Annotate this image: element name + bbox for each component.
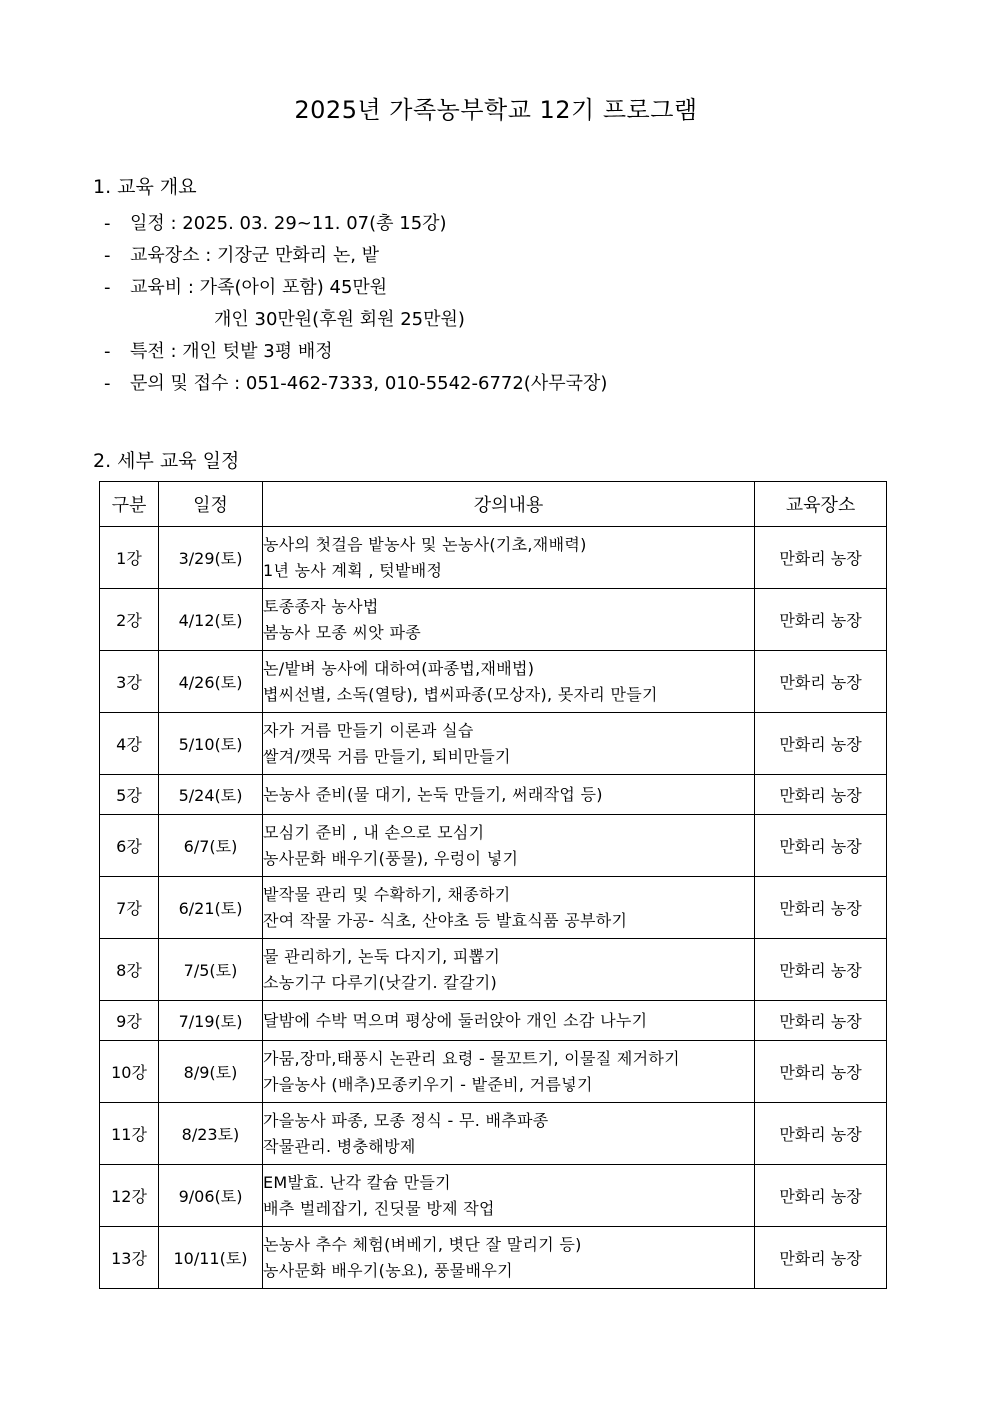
content-line-1: 논농사 준비(물 대기, 논둑 만들기, 써래작업 등) <box>263 784 603 804</box>
session-cell: 13강 <box>100 1227 159 1289</box>
content-line-1: 토종종자 농사법 <box>263 596 379 616</box>
date-cell: 7/5(토) <box>159 939 263 1001</box>
session-cell: 5강 <box>100 775 159 815</box>
overview-item-fee-individual <box>104 304 607 336</box>
bullet-dash: - <box>104 213 111 234</box>
bullet-dash: - <box>104 341 111 362</box>
content-line-2: 1년 농사 계획 , 텃밭배정 <box>263 560 443 580</box>
session-cell: 6강 <box>100 815 159 877</box>
bullet-dash: - <box>104 277 111 298</box>
overview-item-text: 일정 : 2025. 03. 29~11. 07(총 15강) <box>130 213 447 234</box>
date-cell: 5/10(토) <box>159 713 263 775</box>
session-cell: 11강 <box>100 1103 159 1165</box>
bullet-dash: - <box>104 373 111 394</box>
date-cell: 5/24(토) <box>159 775 263 815</box>
page-title: 2025년 가족농부학교 12기 프로그램 <box>294 96 698 124</box>
content-line-2: 볍씨선별, 소독(열탕), 볍씨파종(모상자), 못자리 만들기 <box>263 684 658 704</box>
session-cell: 7강 <box>100 877 159 939</box>
content-cell <box>263 713 755 775</box>
place-cell: 만화리 농장 <box>755 815 887 877</box>
overview-list <box>104 208 607 400</box>
content-line-1: 물 관리하기, 논둑 다지기, 피뽑기 <box>263 946 501 966</box>
column-header-place: 교육장소 <box>755 482 887 527</box>
content-line-1: 밭작물 관리 및 수확하기, 채종하기 <box>263 884 511 904</box>
session-cell: 9강 <box>100 1001 159 1041</box>
table-row <box>100 1041 887 1103</box>
content-cell <box>263 939 755 1001</box>
date-cell: 4/12(토) <box>159 589 263 651</box>
date-cell: 10/11(토) <box>159 1227 263 1289</box>
place-cell: 만화리 농장 <box>755 713 887 775</box>
content-line-2: 농사문화 배우기(풍물), 우렁이 넣기 <box>263 848 519 868</box>
column-header-date: 일정 <box>159 482 263 527</box>
place-cell: 만화리 농장 <box>755 527 887 589</box>
table-row <box>100 1165 887 1227</box>
date-cell: 3/29(토) <box>159 527 263 589</box>
date-cell: 8/9(토) <box>159 1041 263 1103</box>
content-cell <box>263 527 755 589</box>
content-line-1: EM발효. 난각 칼슘 만들기 <box>263 1172 451 1192</box>
overview-item-contact <box>104 368 607 400</box>
content-line-1: 달밤에 수박 먹으며 평상에 둘러앉아 개인 소감 나누기 <box>263 1010 648 1030</box>
date-cell: 6/7(토) <box>159 815 263 877</box>
content-cell <box>263 775 755 815</box>
overview-item-fee <box>104 272 607 304</box>
date-cell: 4/26(토) <box>159 651 263 713</box>
content-line-1: 가뭄,장마,태풍시 논관리 요령 - 물꼬트기, 이물질 제거하기 <box>263 1048 680 1068</box>
session-cell: 2강 <box>100 589 159 651</box>
date-cell: 7/19(토) <box>159 1001 263 1041</box>
table-row <box>100 713 887 775</box>
date-cell: 6/21(토) <box>159 877 263 939</box>
table-header-row <box>100 482 887 527</box>
content-cell <box>263 1103 755 1165</box>
table-row <box>100 1227 887 1289</box>
content-line-2: 소농기구 다루기(낫갈기. 칼갈기) <box>263 972 498 992</box>
session-cell: 8강 <box>100 939 159 1001</box>
content-cell <box>263 1165 755 1227</box>
content-line-1: 논/밭벼 농사에 대하여(파종법,재배법) <box>263 658 535 678</box>
column-header-content: 강의내용 <box>263 482 755 527</box>
content-line-2: 농사문화 배우기(농요), 풍물배우기 <box>263 1260 513 1280</box>
content-line-2: 작물관리. 병충해방제 <box>263 1136 416 1156</box>
overview-item-text: 교육장소 : 기장군 만화리 논, 밭 <box>130 245 380 266</box>
table-row <box>100 589 887 651</box>
place-cell: 만화리 농장 <box>755 775 887 815</box>
date-cell: 9/06(토) <box>159 1165 263 1227</box>
table-row <box>100 775 887 815</box>
table-row <box>100 815 887 877</box>
table-row <box>100 877 887 939</box>
content-cell <box>263 1227 755 1289</box>
overview-item-location <box>104 240 607 272</box>
table-row <box>100 1001 887 1041</box>
table-body <box>100 527 887 1289</box>
place-cell: 만화리 농장 <box>755 1103 887 1165</box>
content-line-2: 쌀겨/깻묵 거름 만들기, 퇴비만들기 <box>263 746 511 766</box>
schedule-table <box>99 481 887 1289</box>
content-cell <box>263 1041 755 1103</box>
place-cell: 만화리 농장 <box>755 651 887 713</box>
column-header-session: 구분 <box>100 482 159 527</box>
content-cell <box>263 589 755 651</box>
place-cell: 만화리 농장 <box>755 1227 887 1289</box>
table-row <box>100 939 887 1001</box>
content-cell <box>263 815 755 877</box>
content-line-2: 배추 벌레잡기, 진딧물 방제 작업 <box>263 1198 495 1218</box>
content-line-1: 가을농사 파종, 모종 정식 - 무. 배추파종 <box>263 1110 549 1130</box>
session-cell: 1강 <box>100 527 159 589</box>
session-cell: 4강 <box>100 713 159 775</box>
place-cell: 만화리 농장 <box>755 877 887 939</box>
place-cell: 만화리 농장 <box>755 1001 887 1041</box>
content-line-1: 농사의 첫걸음 밭농사 및 논농사(기초,재배력) <box>263 534 587 554</box>
content-line-1: 자가 거름 만들기 이론과 실습 <box>263 720 474 740</box>
table-row <box>100 527 887 589</box>
bullet-dash: - <box>104 245 111 266</box>
session-cell: 10강 <box>100 1041 159 1103</box>
schedule-heading: 2. 세부 교육 일정 <box>93 450 240 472</box>
session-cell: 12강 <box>100 1165 159 1227</box>
overview-item-benefit <box>104 336 607 368</box>
overview-item-text: 문의 및 접수 : 051-462-7333, 010-5542-6772(사무국장) <box>130 373 608 394</box>
content-line-1: 모심기 준비 , 내 손으로 모심기 <box>263 822 485 842</box>
place-cell: 만화리 농장 <box>755 1165 887 1227</box>
overview-item-text: 특전 : 개인 텃밭 3평 배정 <box>130 341 333 362</box>
overview-item-text: 개인 30만원(후원 회원 25만원) <box>214 309 465 330</box>
date-cell: 8/23토) <box>159 1103 263 1165</box>
content-cell <box>263 877 755 939</box>
table-row <box>100 1103 887 1165</box>
content-cell <box>263 651 755 713</box>
table-row <box>100 651 887 713</box>
overview-item-schedule <box>104 208 607 240</box>
overview-heading: 1. 교육 개요 <box>93 176 197 198</box>
content-cell <box>263 1001 755 1041</box>
place-cell: 만화리 농장 <box>755 939 887 1001</box>
place-cell: 만화리 농장 <box>755 589 887 651</box>
content-line-1: 논농사 추수 체험(벼베기, 볏단 잘 말리기 등) <box>263 1234 582 1254</box>
place-cell: 만화리 농장 <box>755 1041 887 1103</box>
content-line-2: 가을농사 (배추)모종키우기 - 밭준비, 거름넣기 <box>263 1074 593 1094</box>
overview-item-text: 교육비 : 가족(아이 포함) 45만원 <box>130 277 388 298</box>
content-line-2: 잔여 작물 가공- 식초, 산야초 등 발효식품 공부하기 <box>263 910 628 930</box>
content-line-2: 봄농사 모종 씨앗 파종 <box>263 622 421 642</box>
session-cell: 3강 <box>100 651 159 713</box>
